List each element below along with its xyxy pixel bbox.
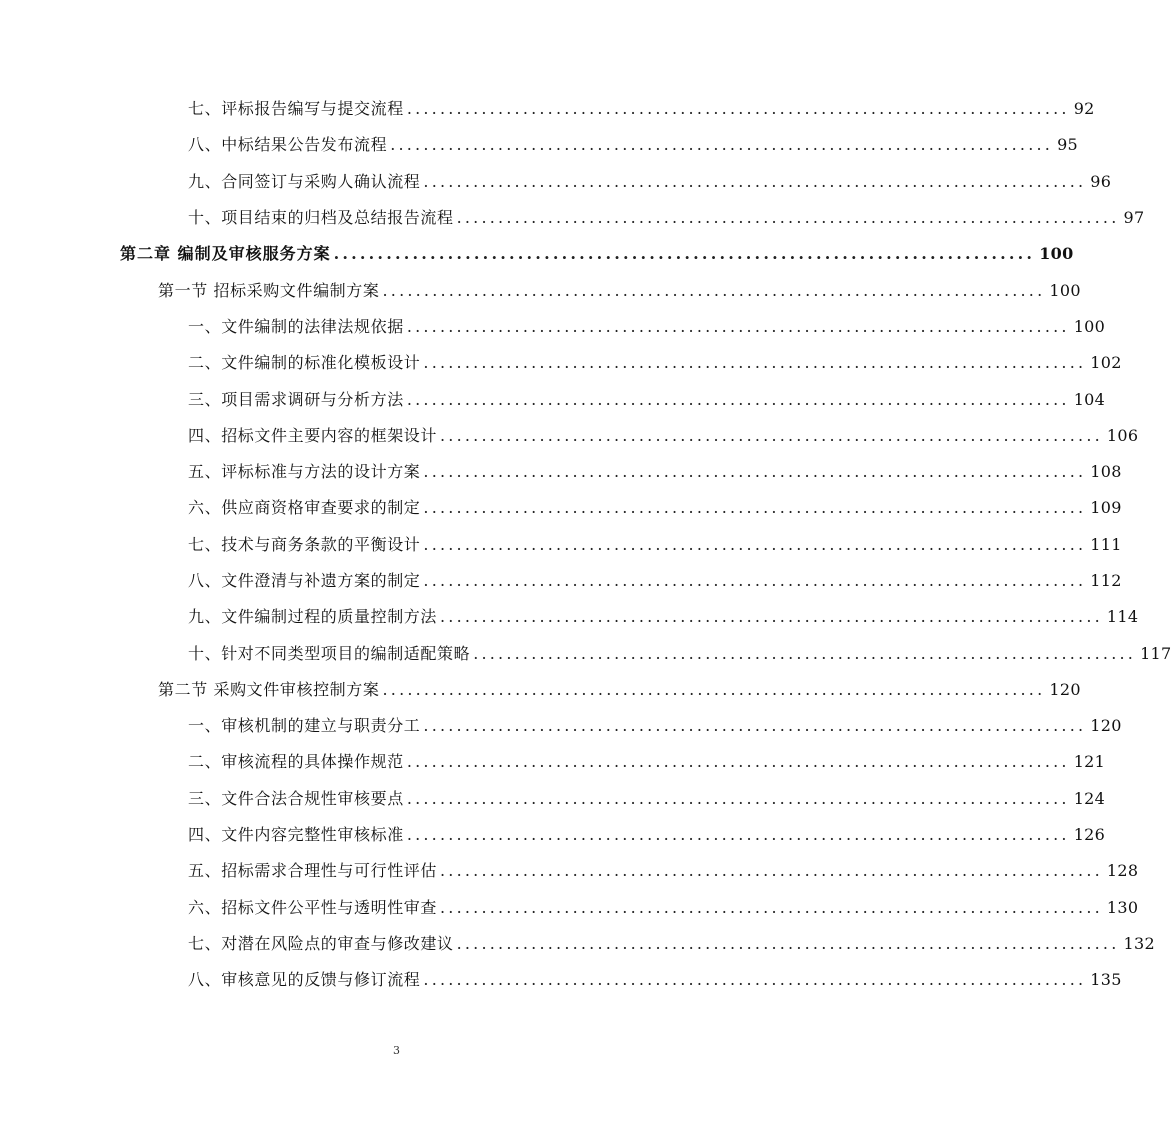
toc-entry[interactable] <box>0 962 1122 998</box>
toc-entry[interactable] <box>0 381 1106 417</box>
toc-leader-dots: ................................................................................ <box>456 933 1120 953</box>
toc-entry-page: 96 <box>1090 171 1112 191</box>
toc-leader-dots: ................................................................................ <box>406 825 1070 845</box>
toc-entry[interactable] <box>0 91 1095 127</box>
toc-leader-dots: ................................................................................ <box>406 788 1070 808</box>
toc-entry-page: 132 <box>1123 933 1155 953</box>
toc-entry-label: 六、招标文件公平性与透明性审查 <box>188 897 438 917</box>
toc-leader-dots: ................................................................................ <box>440 861 1103 881</box>
toc-entry-page: 106 <box>1106 425 1139 445</box>
toc-entry-label: 六、供应商资格审查要求的制定 <box>188 498 421 518</box>
toc-entry-label: 第一节 招标采购文件编制方案 <box>158 280 380 300</box>
toc-entry[interactable] <box>0 418 1139 454</box>
toc-leader-dots: ................................................................................ <box>333 244 1036 264</box>
toc-entry-page: 114 <box>1106 607 1139 627</box>
toc-leader-dots: ................................................................................ <box>406 99 1070 119</box>
toc-entry-page: 104 <box>1073 389 1106 409</box>
toc-entry[interactable] <box>0 781 1106 817</box>
toc-leader-dots: ................................................................................ <box>440 607 1103 627</box>
toc-entry-label: 七、对潜在风险点的审查与修改建议 <box>188 933 454 953</box>
toc-entry[interactable] <box>0 490 1122 526</box>
toc-chapter-entry[interactable] <box>0 236 1074 272</box>
toc-section-entry[interactable] <box>0 672 1081 708</box>
toc-entry-label: 八、文件澄清与补遗方案的制定 <box>188 571 421 590</box>
toc-entry-page: 124 <box>1073 788 1106 808</box>
toc-leader-dots: ................................................................................ <box>423 462 1087 482</box>
toc-entry[interactable] <box>0 527 1122 563</box>
toc-entry[interactable] <box>0 708 1122 744</box>
toc-entry-page: 112 <box>1090 571 1122 590</box>
toc-leader-dots: ................................................................................ <box>382 280 1046 300</box>
toc-entry-label: 二、审核流程的具体操作规范 <box>188 752 404 772</box>
toc-entry-page: 111 <box>1090 534 1122 554</box>
toc-entry-label: 四、招标文件主要内容的框架设计 <box>188 425 438 445</box>
toc-entry-label: 三、文件合法合规性审核要点 <box>188 788 404 808</box>
toc-entry-label: 五、招标需求合理性与可行性评估 <box>188 861 438 881</box>
toc-entry-page: 121 <box>1073 752 1106 772</box>
toc-leader-dots: ................................................................................ <box>473 643 1137 663</box>
toc-section-entry[interactable] <box>0 272 1081 308</box>
toc-entry-label: 三、项目需求调研与分析方法 <box>188 389 404 409</box>
toc-entry[interactable] <box>0 164 1112 200</box>
toc-entry-label: 二、文件编制的标准化模板设计 <box>188 353 421 373</box>
toc-entry-page: 95 <box>1057 135 1079 155</box>
toc-entry-label: 五、评标标准与方法的设计方案 <box>188 462 421 482</box>
toc-entry-page: 92 <box>1073 99 1095 119</box>
toc-leader-dots: ................................................................................ <box>406 752 1070 772</box>
toc-entry-page: 128 <box>1106 861 1139 881</box>
page-number: 3 <box>393 1044 400 1057</box>
table-of-contents <box>0 91 1172 998</box>
toc-leader-dots: ................................................................................ <box>423 534 1087 554</box>
toc-entry-page: 130 <box>1106 897 1139 917</box>
toc-entry-label: 七、评标报告编写与提交流程 <box>188 99 404 119</box>
toc-entry[interactable] <box>0 635 1172 671</box>
toc-entry-label: 第二章 编制及审核服务方案 <box>120 244 331 264</box>
toc-entry-page: 100 <box>1049 280 1081 300</box>
toc-entry-label: 十、项目结束的归档及总结报告流程 <box>188 208 454 228</box>
toc-leader-dots: ................................................................................ <box>423 353 1087 373</box>
toc-entry-page: 120 <box>1049 679 1081 699</box>
toc-leader-dots: ................................................................................ <box>406 389 1070 409</box>
toc-entry[interactable] <box>0 890 1139 926</box>
toc-leader-dots: ................................................................................ <box>423 498 1087 518</box>
toc-entry-page: 102 <box>1090 353 1122 373</box>
toc-entry-label: 七、技术与商务条款的平衡设计 <box>188 534 421 554</box>
toc-leader-dots: ................................................................................ <box>423 171 1087 191</box>
toc-entry[interactable] <box>0 200 1145 236</box>
toc-entry-page: 135 <box>1090 970 1122 990</box>
toc-leader-dots: ................................................................................ <box>423 970 1087 990</box>
toc-entry[interactable] <box>0 817 1106 853</box>
toc-leader-dots: ................................................................................ <box>456 208 1120 228</box>
toc-entry-label: 十、针对不同类型项目的编制适配策略 <box>188 643 471 663</box>
toc-entry[interactable] <box>0 309 1106 345</box>
toc-entry-page: 117 <box>1140 643 1172 663</box>
toc-leader-dots: ................................................................................ <box>440 897 1103 917</box>
toc-entry-label: 九、文件编制过程的质量控制方法 <box>188 607 438 627</box>
toc-entry-page: 120 <box>1090 716 1122 736</box>
toc-entry-page: 109 <box>1090 498 1122 518</box>
toc-entry-label: 一、文件编制的法律法规依据 <box>188 316 404 336</box>
toc-entry-page: 97 <box>1123 208 1145 228</box>
toc-entry-page: 100 <box>1073 316 1106 336</box>
toc-leader-dots: ................................................................................ <box>423 716 1087 736</box>
toc-entry[interactable] <box>0 345 1122 381</box>
toc-entry-label: 九、合同签订与采购人确认流程 <box>188 171 421 191</box>
toc-entry[interactable] <box>0 454 1122 490</box>
toc-entry[interactable] <box>0 744 1106 780</box>
toc-entry-label: 四、文件内容完整性审核标准 <box>188 825 404 845</box>
toc-entry[interactable] <box>0 563 1122 599</box>
toc-entry-label: 八、审核意见的反馈与修订流程 <box>188 970 421 990</box>
toc-leader-dots: ................................................................................ <box>406 316 1070 336</box>
toc-entry-label: 第二节 采购文件审核控制方案 <box>158 679 380 699</box>
toc-entry[interactable] <box>0 599 1139 635</box>
toc-entry-label: 八、中标结果公告发布流程 <box>188 135 388 155</box>
toc-entry-page: 126 <box>1073 825 1106 845</box>
toc-entry[interactable] <box>0 127 1079 163</box>
toc-entry[interactable] <box>0 926 1155 962</box>
toc-leader-dots: ................................................................................ <box>382 679 1046 699</box>
toc-entry-label: 一、审核机制的建立与职责分工 <box>188 716 421 736</box>
toc-leader-dots: ................................................................................ <box>390 135 1054 155</box>
toc-entry-page: 100 <box>1039 244 1074 264</box>
toc-leader-dots: ................................................................................ <box>440 425 1103 445</box>
toc-entry-page: 108 <box>1090 462 1122 482</box>
toc-entry[interactable] <box>0 853 1139 889</box>
toc-leader-dots: ................................................................................ <box>423 571 1087 590</box>
